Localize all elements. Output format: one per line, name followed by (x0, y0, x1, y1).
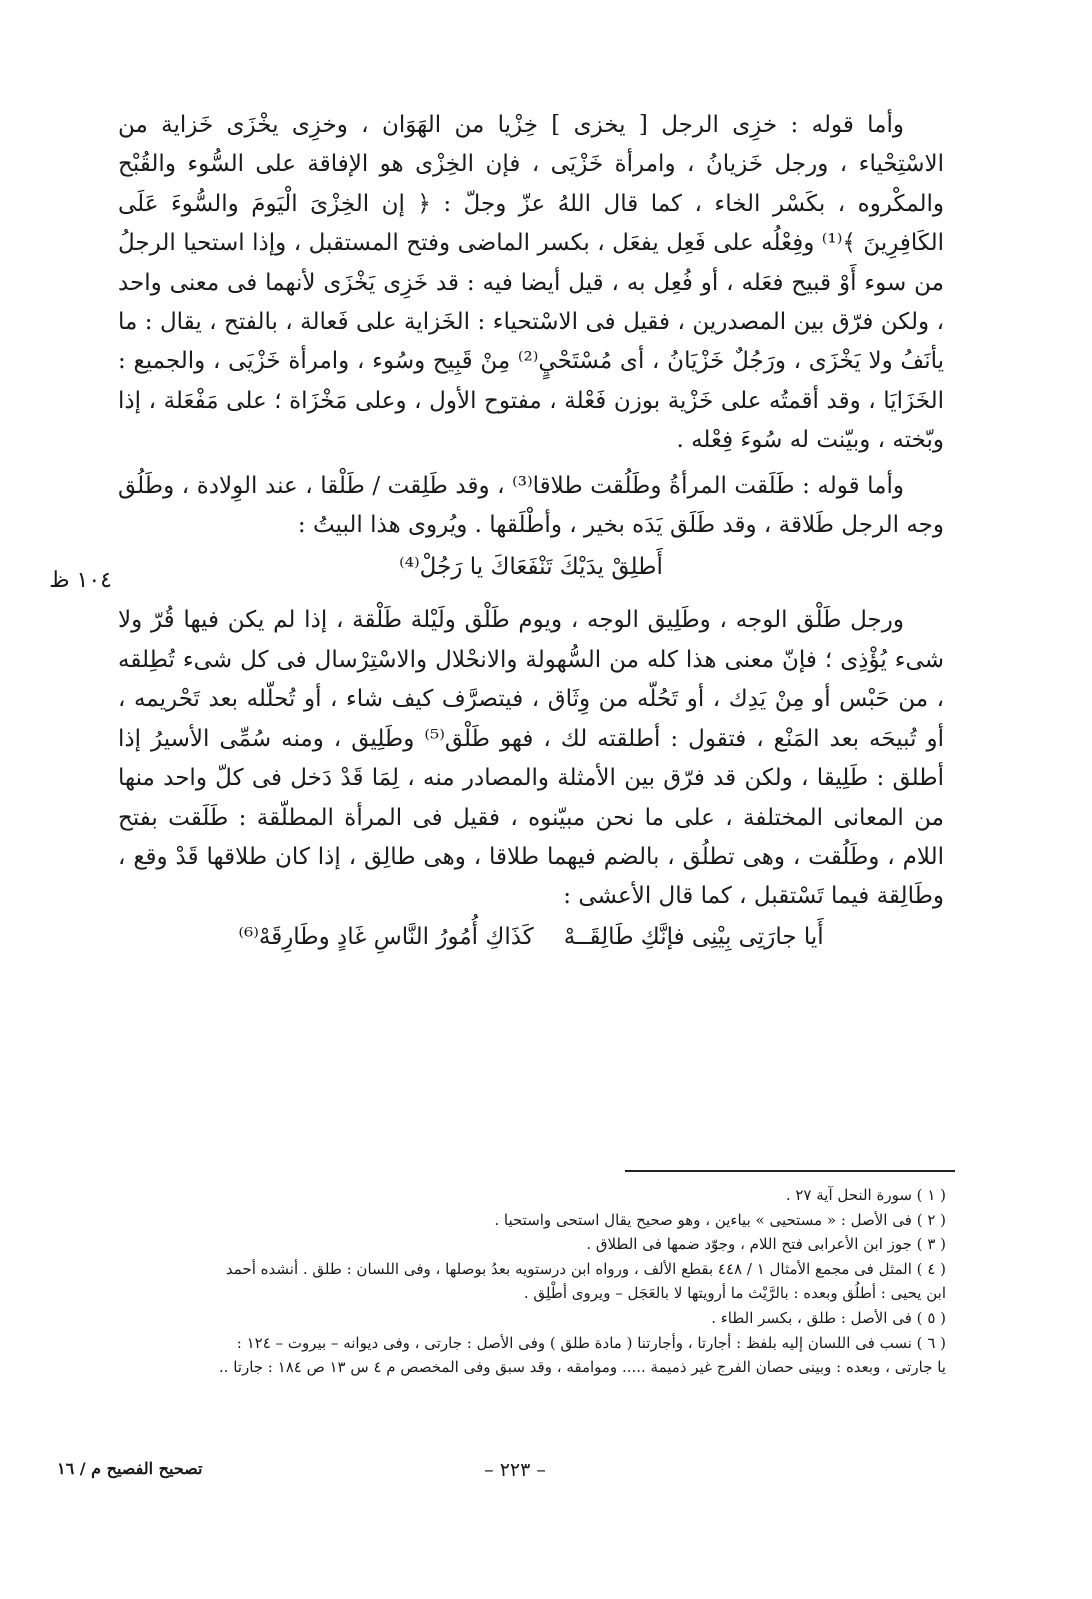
main-text (118, 106, 944, 957)
footnote: ( ١ ) سورة النحل آية ٢٧ . (785, 1186, 946, 1204)
footnote: ( ٤ ) المثل فى مجمع الأمثال ١ / ٤٤٨ بقطع الألف ، ورواه ابن درستويه بعدُ بوصلها ، وفى اللسان : طلق . أنشده أحمد (225, 1259, 946, 1278)
footnote-divider (625, 1170, 955, 1172)
page-number: – ٢٢٣ – (484, 1459, 546, 1481)
verse-hemistich-right: أَيا جارَتِى بِيْنِى فإنَّكِ طَالِقَــهْ (563, 923, 824, 950)
verse-line: أَطلِقْ يدَيْكَ تَنْفَعَاكَ يا رَجُلْ⁽⁴⁾ (399, 554, 663, 581)
verse-hemistich-left: كَذَاكِ أُمُورُ النَّاسِ غَادٍ وطَارِقَهْ⁽⁶⁾ (238, 923, 534, 950)
poetry-verse (118, 917, 944, 957)
paragraph-talaqat: وأما قوله : طَلَقت المرأةُ وطَلُقت طلاقا⁽³⁾ ، وقد طَلِقت / طَلْقا ، عند الوِلادة ، وطَلُق وجه الرجل طَلاقة ، وقد طَلَق يَدَه بخير ، وأطْلَقها . ويُروى هذا البيتُ : (118, 472, 944, 539)
footnotes (116, 1183, 946, 1380)
footnote-continuation: يا جارتى ، وبعده : وبينى حصان الفرج غير ذميمة ..... وموامقه ، وقد سبق وفى المخصص م ٤ س ١٣ ص ١٨٤ : جارتا .. (218, 1358, 946, 1377)
paragraph-khizy: وأما قوله : خزِى الرجل [ يخزى ] خِزْيا من الهَوَان ، وخزِى يخْزَى خَزاية من الاسْتِحْياء ، ورجل خَزيانُ ، وامرأة خَزْيَى ، فإن الخِزْى هو الإفاقة على السُّوء والقُبْح والمكْروه ، بكَسْر الخاء ، كما قال اللهُ عزّ وجلّ : ﴿ إن الخِزْىَ الْيَومَ والسُّوءَ عَلَى الكَافِرِينَ ﴾⁽¹⁾ وفِعْلُه على فَعِل يفعَل ، بكسر الماضى وفتح المستقبل ، وإذا استحيا الرجلُ من سوء أَوْ قبيح فعَله ، أو فُعِل به ، قيل أيضا فيه : قد خَزِى يَخْزَى لأنهما فى معنى واحد ، ولكن فرّق بين المصدرين ، فقيل فى الاسْتحياء : الخَزاية على فَعالة ، بالفتح ، يقال : ما يأنَفُ ولا يَخْزَى ، ورَجُلٌ خَزْيَانُ ، أى مُسْتَحْيٍ⁽²⁾ مِنْ قَبِيح وسُوء ، وامرأة خَزْيَى ، والجميع : الخَزَايَا ، وقد أقمتُه على خَزْية بوزن فَعْلة ، مفتوح الأول ، وعلى مَخْزَاة ؛ على مَفْعَلة ، إذا وبّخته ، وبيّنت له سُوءَ فِعْله . (118, 112, 945, 454)
footnote-continuation: ابن يحيى : أطلُق وبعده : بالرَّيْث ما أرويتها لا بالعَجَل – ويروى أطْلِق . (523, 1284, 946, 1303)
paragraph-talq: ورجل طَلْق الوجه ، وطَلِيق الوجه ، ويوم طَلْق ولَيْلة طَلْقة ، إذا لم يكن فيها قُرّ ولا شىء يُؤْذِى ؛ فإنّ معنى هذا كله من السُّهولة والانحْلال والاسْتِرْسال فى كل شىء تُطِلقه ، من حَبْس أو مِنْ يَدِك ، أو تَحُلّه من وِثَاق ، فيتصرَّف كيف شاء ، أو تُحلّله بعد تَحْريمه ، أو تُبيحَه بعد المَنْع ، فتقول : أطلقته لك ، فهو طَلْق⁽⁵⁾ وطَلِيق ، ومنه سُمِّى الأسيرُ إذا أطلق : طَلِيقا ، ولكن قد فرّق بين الأمثلة والمصادر منه ، لِمَا قَدْ دَخل فى كلّ واحد منها من المعانى المختلفة ، على ما نحن مبيّنوه ، فقيل فى المرأة المطلّقة : طَلَقت بفتح اللام ، وطَلُقت ، وهى تطلُق ، بالضم فيهما طلاقا ، وهى طالِق ، إذا كان طلاقها قَدْ وقع ، وطَالِقة فيما تَسْتقبل ، كما قال الأعشى : (118, 607, 944, 910)
signature-mark: تصحيح الفصيح م / ١٦ (57, 1459, 203, 1478)
footnote: ( ٣ ) جوز ابن الأعرابى فتح اللام ، وجوّد ضمها فى الطلاق . (586, 1235, 946, 1254)
footnote: ( ٢ ) فى الأصل : « مستحيى » بياءين ، وهو صحيح يقال استحى واستحيا . (494, 1210, 946, 1229)
manuscript-folio-note: ١٠٤ ظ (49, 568, 112, 593)
footnote: ( ٦ ) نسب فى اللسان إليه بلفظ : أجارتا ، وأجارتنا ( مادة طلق ) وفى الأصل : جارتى ، وفى ديوانه – بيروت – ١٢٤ : (236, 1333, 946, 1352)
footnote: ( ٥ ) فى الأصل : طلق ، بكسر الطاء . (711, 1308, 946, 1327)
